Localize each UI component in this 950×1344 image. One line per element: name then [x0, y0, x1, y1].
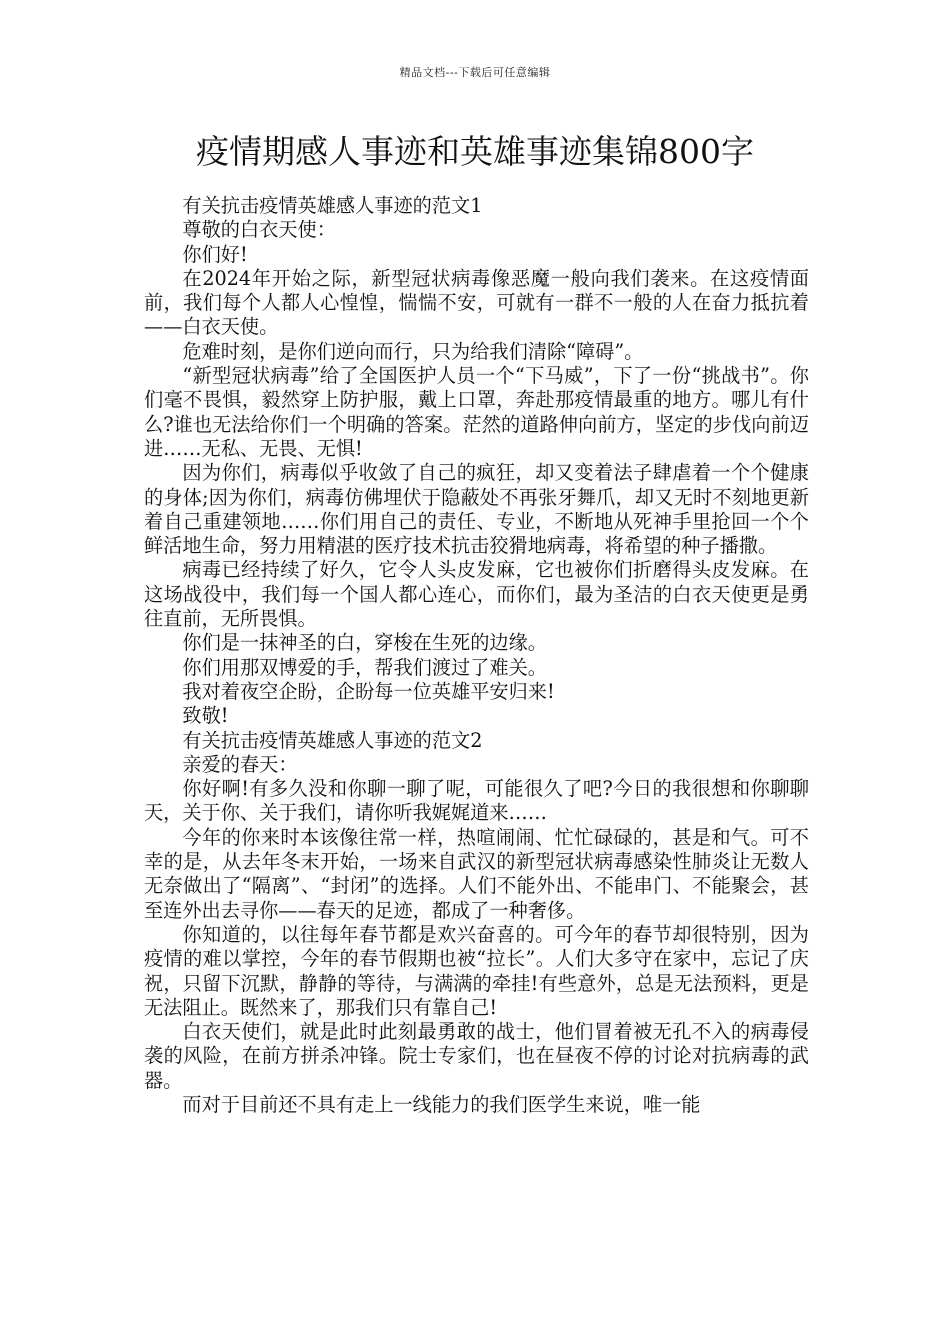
paragraph: 在2024年开始之际，新型冠状病毒像恶魔一般向我们袭来。在这疫情面前，我们每个人都人心惶惶，惴惴不安，可就有一群不一般的人在奋力抵抗着——白衣天使。 — [144, 266, 809, 339]
paragraph: 有关抗击疫情英雄感人事迹的范文2 — [182, 728, 483, 752]
paragraph: 你们是一抹神圣的白，穿梭在生死的边缘。 — [182, 631, 547, 655]
paragraph: 病毒已经持续了好久，它令人头皮发麻，它也被你们折磨得头皮发麻。在这场战役中，我们每一个国人都心连心，而你们，最为圣洁的白衣天使更是勇往直前，无所畏惧。 — [144, 558, 809, 631]
paragraph: 尊敬的白衣天使： — [182, 218, 336, 242]
paragraph: 你们用那双博爱的手，帮我们渡过了难关。 — [182, 655, 547, 679]
paragraph: 有关抗击疫情英雄感人事迹的范文1 — [182, 194, 483, 217]
paragraph: “新型冠状病毒”给了全国医护人员一个“下马威”，下了一份“挑战书”。你们毫不畏惧，毅然穿上防护服，戴上口罩，奔赴那疫情最重的地方。哪儿有什么?谁也无法给你们一个明确的答案。茫然的道路伸向前方，坚定的步伐向前迈进……无私、无畏、无惧! — [144, 364, 809, 460]
paragraph: 你好啊!有多久没和你聊一聊了呢，可能很久了吧?今日的我很想和你聊聊天，关于你、关于我们，请你听我娓娓道来…… — [144, 777, 809, 825]
paragraph: 因为你们，病毒似乎收敛了自己的疯狂，却又变着法子肆虐着一个个健康的身体;因为你们，病毒仿佛埋伏于隐蔽处不再张牙舞爪，却又无时不刻地更新着自己重建领地……你们用自己的责任、专业，不断地从死神手里抢回一个个鲜活地生命，努力用精湛的医疗技术抗击狡猾地病毒，将希望的种子播撒。 — [144, 461, 809, 558]
paragraph: 你们好! — [182, 242, 248, 266]
paragraph: 今年的你来时本该像往常一样，热喧闹闹、忙忙碌碌的，甚是和气。可不幸的是，从去年冬末开始，一场来自武汉的新型冠状病毒感染性肺炎让无数人无奈做出了“隔离”、“封闭”的选择。人们不能外出、不能串门、不能聚会，甚至连外出去寻你——春天的足迹，都成了一种奢侈。 — [144, 825, 809, 922]
header-note: 精品文档---下载后可任意编辑 — [399, 66, 551, 79]
paragraph: 致敬! — [182, 704, 229, 728]
document-title: 疫情期感人事迹和英雄事迹集锦800字 — [196, 132, 754, 171]
document-body — [144, 194, 809, 1117]
paragraph: 而对于目前还不具有走上一线能力的我们医学生来说，唯一能 — [182, 1092, 701, 1116]
paragraph: 我对着夜空企盼，企盼每一位英雄平安归来! — [182, 679, 555, 703]
paragraph: 危难时刻，是你们逆向而行，只为给我们清除“障碍”。 — [182, 339, 644, 363]
paragraph: 亲爱的春天： — [182, 752, 298, 776]
paragraph: 你知道的，以往每年春节都是欢兴奋喜的。可今年的春节却很特别，因为疫情的难以掌控，今年的春节假期也被“拉长”。人们大多守在家中，忘记了庆祝，只留下沉默，静静的等待，与满满的牵挂!有些意外，总是无法预料，更是无法阻止。既然来了，那我们只有靠自己! — [144, 922, 809, 1019]
paragraph: 白衣天使们，就是此时此刻最勇敢的战士，他们冒着被无孔不入的病毒侵袭的风险，在前方拼杀冲锋。院士专家们，也在昼夜不停的讨论对抗病毒的武器。 — [144, 1020, 809, 1092]
